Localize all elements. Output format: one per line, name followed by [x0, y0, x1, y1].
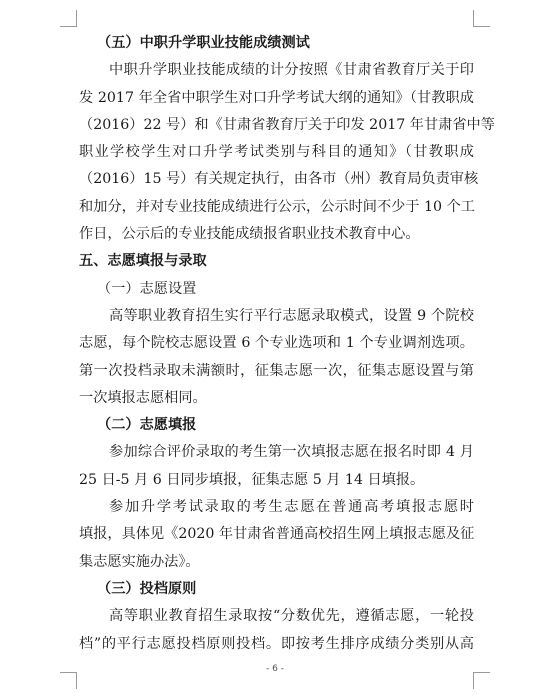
paragraph-line: 中职升学职业技能成绩的计分按照《甘肃省教育厅关于印 [109, 62, 474, 79]
paragraph-line: 志愿，每个院校志愿设置 6 个专业选项和 1 个专业调剂选项。 [79, 335, 474, 352]
section-heading: 五、志愿填报与录取 [79, 253, 207, 270]
paragraph-line: 作日，公示后的专业技能成绩报省职业技术教育中心。 [79, 226, 420, 243]
paragraph-line: 参加升学考试录取的考生志愿在普通高考填报志愿时 [109, 499, 474, 516]
crop-mark-bottom-right [473, 672, 490, 689]
subheading-5: （五）中职升学职业技能成绩测试 [97, 35, 310, 51]
paragraph-line: 一次填报志愿相同。 [79, 389, 207, 406]
paragraph-line: 参加综合评价录取的考生第一次填报志愿在报名时即 4 月 [109, 444, 474, 461]
paragraph-line: 第一次投档录取未满额时，征集志愿一次，征集志愿设置与第 [79, 362, 474, 379]
subheading-3: （三）投档原则 [97, 580, 197, 597]
document-body [79, 30, 495, 658]
paragraph-line: 档”的平行志愿投档原则投档。即按考生排序成绩分类别从高 [79, 635, 474, 652]
paragraph-line: 高等职业教育招生实行平行志愿录取模式，设置 9 个院校 [109, 307, 474, 324]
paragraph-line: （2016）22 号）和《甘肃省教育厅关于印发 2017 年甘肃省中等 [79, 116, 495, 133]
paragraph-line: 发 2017 年全省中职学生对口升学考试大纲的通知》（甘教职成 [79, 89, 474, 106]
subheading-1: （一）志愿设置 [97, 280, 197, 297]
paragraph-line: 高等职业教育招生录取按“分数优先，遵循志愿，一轮投 [109, 608, 474, 625]
paragraph-line: 填报，具体见《2020 年甘肃省普通高校招生网上填报志愿及征 [79, 526, 475, 543]
paragraph-line: 集志愿实施办法》。 [79, 553, 200, 570]
crop-mark-bottom-left [60, 672, 77, 689]
paragraph-line: 25 日-5 月 6 日同步填报，征集志愿 5 月 14 日填报。 [79, 471, 425, 488]
paragraph-line: 和加分，并对专业技能成绩进行公示，公示时间不少于 10 个工 [79, 198, 475, 215]
paragraph-line: （2016）15 号）有关规定执行，由各市（州）教育局负责审核 [79, 171, 479, 188]
crop-mark-top-right [473, 10, 490, 27]
subheading-2: （二）志愿填报 [97, 417, 197, 434]
paragraph-line: 职业学校学生对口升学考试类别与科目的通知》（甘教职成 [79, 144, 474, 161]
crop-mark-top-left [60, 10, 77, 27]
page-number: - 6 - [266, 664, 284, 674]
